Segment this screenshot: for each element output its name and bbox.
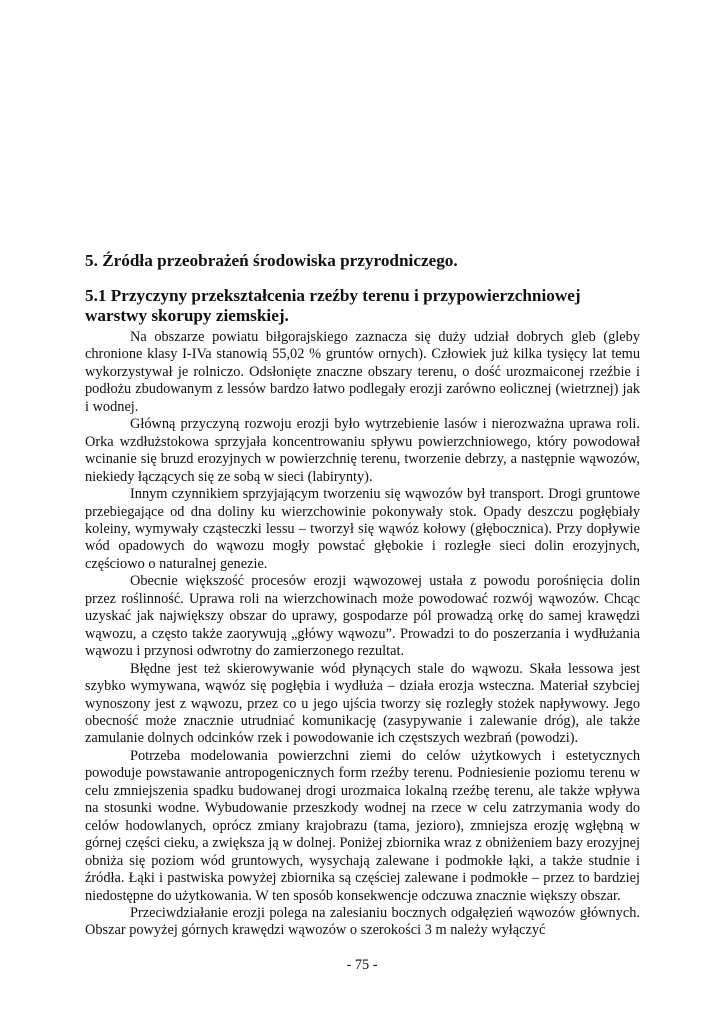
paragraph-7: Przeciwdziałanie erozji polega na zalesianiu bocznych odgałęzień wąwozów głównych. Obszar powyżej górnych krawędzi wąwozów o szerokości 3 m należy wyłączyć (85, 904, 640, 939)
paragraph-1: Na obszarze powiatu biłgorajskiego zaznacza się duży udział dobrych gleb (gleby chronione klasy I-IVa stanowią 55,02 % gruntów ornych). Człowiek już kilka tysięcy lat temu wykorzystywał je rolniczo. Odsłonięte znaczne obszary terenu, o dość urozmaiconej rzeźbie i podłożu zbudowanym z lessów bardzo łatwo podlegały erozji zarówno eolicznej (wietrznej) jak i wodnej. (85, 329, 640, 415)
page-number: - 75 - (346, 957, 378, 973)
paragraph-3: Innym czynnikiem sprzyjającym tworzeniu się wąwozów był transport. Drogi gruntowe przebiegające od dna doliny ku wierzchowinie pokonywały stok. Opady deszczu pogłębiały koleiny, wymywały cząsteczki lessu – tworzył się wąwóz kołowy (głębocznica). Przy dopływie wód opadowych do wąwozu mogły powstać głębokie i rozległe sieci dolin erozyjnych, częściowo o naturalnej genezie. (85, 486, 640, 572)
body-text (85, 329, 640, 940)
document-page (85, 250, 640, 940)
paragraph-6: Potrzeba modelowania powierzchni ziemi do celów użytkowych i estetycznych powoduje powstawanie antropogenicznych form rzeźby terenu. Podniesienie poziomu terenu w celu zmniejszenia spadku budowanej drogi urozmaica lokalną rzeźbę terenu, ale także wpływa na stosunki wodne. Wybudowanie przeszkody wodnej na rzece w celu zatrzymania wody do celów hodowlanych, oprócz zmiany krajobrazu (tama, jezioro), zmniejsza erozję wgłębną w górnej części cieku, a zwiększa ją w dolnej. Poniżej zbiornika wraz z obniżeniem bazy erozyjnej obniża się poziom wód gruntowych, wysychają zalewane i podmokłe łąki, a także studnie i źródła. Łąki i pastwiska powyżej zbiornika są częściej zalewane i podmokłe – przez to bardziej niedostępne do użytkowania. W ten sposób konsekwencje odczuwa znacznie większy obszar. (85, 747, 640, 904)
chapter-heading: 5. Źródła przeobrażeń środowiska przyrodniczego. (85, 251, 458, 270)
paragraph-2: Główną przyczyną rozwoju erozji było wytrzebienie lasów i nierozważna uprawa roli. Orka wzdłużstokowa sprzyjała koncentrowaniu spływu powierzchniowego, który powodował wcinanie się bruzd erozyjnych w powierzchnię terenu, tworzenie debrzy, a następnie wąwozów, niekiedy łączących się ze sobą w sieci (labirynty). (85, 416, 640, 485)
paragraph-4: Obecnie większość procesów erozji wąwozowej ustała z powodu porośnięcia dolin przez roślinność. Uprawa roli na wierzchowinach może powodować rozwój wąwozów. Chcąc uzyskać jak największy obszar do uprawy, gospodarze pól prowadzą orkę do samej krawędzi wąwozu, a często także zaorywują „główy wąwozu”. Prowadzi to do poszerzania i wydłużania wąwozu i przynosi odwrotny do zamierzonego rezultat. (85, 573, 640, 660)
paragraph-5: Błędne jest też skierowywanie wód płynących stale do wąwozu. Skała lessowa jest szybko wymywana, wąwóz się pogłębia i wydłuża – działa erozja wsteczna. Materiał szybciej wynoszony jest z wąwozu, przez co u jego ujścia tworzy się rozległy stożek napływowy. Jego obecność może znacznie utrudniać komunikację (zasypywanie i zalewanie dróg), ale także zamulanie dolnych odcinków rzek i powodowanie ich częstszych wezbrań (powodzi). (85, 660, 640, 747)
section-heading: 5.1 Przyczyny przekształcenia rzeźby terenu i przypowierzchniowej warstwy skorupy ziemskiej. (85, 286, 581, 325)
